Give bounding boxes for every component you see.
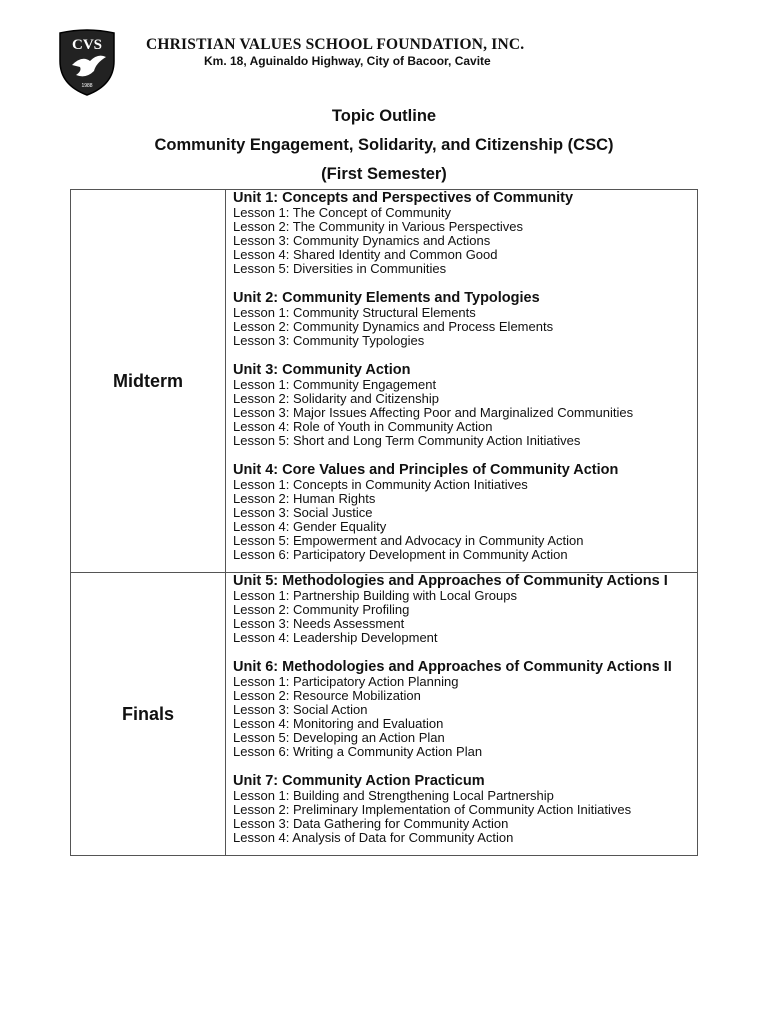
lesson-item: Lesson 1: Building and Strengthening Local Partnership bbox=[233, 788, 554, 803]
lesson-item: Lesson 4: Leadership Development bbox=[233, 630, 438, 645]
unit-block bbox=[233, 573, 691, 645]
lesson-item: Lesson 4: Shared Identity and Common Good bbox=[233, 247, 498, 262]
lesson-item: Lesson 2: The Community in Various Perspectives bbox=[233, 219, 523, 234]
title-line-2: Community Engagement, Solidarity, and Citizenship (CSC) bbox=[154, 136, 614, 154]
lesson-item: Lesson 2: Preliminary Implementation of Community Action Initiatives bbox=[233, 802, 632, 817]
lesson-item: Lesson 3: Community Typologies bbox=[233, 333, 425, 348]
lesson-item: Lesson 3: Needs Assessment bbox=[233, 616, 405, 631]
lesson-item: Lesson 1: Concepts in Community Action Initiatives bbox=[233, 477, 528, 492]
lesson-item: Lesson 3: Data Gathering for Community Action bbox=[233, 816, 509, 831]
unit-block bbox=[233, 773, 691, 845]
topic-outline-table bbox=[70, 189, 698, 856]
unit-block bbox=[233, 290, 691, 348]
unit-block bbox=[233, 190, 691, 276]
outline-body bbox=[71, 190, 698, 856]
lesson-item: Lesson 3: Social Action bbox=[233, 702, 368, 717]
lesson-item: Lesson 5: Diversities in Communities bbox=[233, 261, 447, 276]
title-line-1: Topic Outline bbox=[331, 107, 437, 125]
unit-title: Unit 7: Community Action Practicum bbox=[233, 773, 485, 789]
unit-title: Unit 2: Community Elements and Typologies bbox=[233, 290, 540, 306]
unit-block bbox=[233, 462, 691, 562]
lesson-item: Lesson 3: Community Dynamics and Actions bbox=[233, 233, 491, 248]
term-row bbox=[71, 190, 698, 573]
lesson-item: Lesson 4: Analysis of Data for Community Action bbox=[233, 830, 514, 845]
title-line-3: (First Semester) bbox=[321, 165, 447, 183]
lesson-item: Lesson 1: The Concept of Community bbox=[233, 205, 451, 220]
unit-title: Unit 4: Core Values and Principles of Community Action bbox=[233, 462, 619, 478]
lesson-item: Lesson 1: Participatory Action Planning bbox=[233, 674, 459, 689]
lesson-item: Lesson 1: Partnership Building with Local Groups bbox=[233, 588, 517, 603]
school-address: Km. 18, Aguinaldo Highway, City of Bacoor, Cavite bbox=[204, 54, 491, 68]
term-row bbox=[71, 573, 698, 856]
unit-title: Unit 5: Methodologies and Approaches of Community Actions I bbox=[233, 573, 668, 589]
document-title bbox=[0, 102, 768, 189]
lesson-item: Lesson 2: Solidarity and Citizenship bbox=[233, 391, 439, 406]
unit-block bbox=[233, 659, 691, 759]
lesson-item: Lesson 5: Developing an Action Plan bbox=[233, 730, 445, 745]
lesson-item: Lesson 5: Empowerment and Advocacy in Community Action bbox=[233, 533, 584, 548]
lesson-item: Lesson 2: Resource Mobilization bbox=[233, 688, 421, 703]
logo-year: 1988 bbox=[81, 83, 93, 89]
term-label: Midterm bbox=[71, 190, 226, 573]
lesson-item: Lesson 2: Community Dynamics and Process Elements bbox=[233, 319, 554, 334]
term-units bbox=[226, 190, 698, 573]
lesson-item: Lesson 1: Community Engagement bbox=[233, 377, 437, 392]
unit-title: Unit 1: Concepts and Perspectives of Community bbox=[233, 190, 574, 206]
lesson-item: Lesson 2: Human Rights bbox=[233, 491, 376, 506]
lesson-item: Lesson 6: Writing a Community Action Plan bbox=[233, 744, 483, 759]
lesson-item: Lesson 3: Major Issues Affecting Poor and Marginalized Communities bbox=[233, 405, 634, 420]
unit-title: Unit 3: Community Action bbox=[233, 362, 411, 378]
lesson-item: Lesson 4: Monitoring and Evaluation bbox=[233, 716, 444, 731]
unit-title: Unit 6: Methodologies and Approaches of Community Actions II bbox=[233, 659, 672, 675]
unit-block bbox=[233, 362, 691, 448]
logo-letters: CVS bbox=[71, 37, 103, 53]
school-logo bbox=[56, 27, 118, 97]
lesson-item: Lesson 4: Gender Equality bbox=[233, 519, 387, 534]
lesson-item: Lesson 2: Community Profiling bbox=[233, 602, 410, 617]
lesson-item: Lesson 4: Role of Youth in Community Action bbox=[233, 419, 493, 434]
lesson-item: Lesson 3: Social Justice bbox=[233, 505, 373, 520]
school-name: CHRISTIAN VALUES SCHOOL FOUNDATION, INC. bbox=[146, 36, 525, 53]
lesson-item: Lesson 1: Community Structural Elements bbox=[233, 305, 476, 320]
term-label: Finals bbox=[71, 573, 226, 856]
lesson-item: Lesson 6: Participatory Development in Community Action bbox=[233, 547, 568, 562]
lesson-item: Lesson 5: Short and Long Term Community Action Initiatives bbox=[233, 433, 581, 448]
term-units bbox=[226, 573, 698, 856]
